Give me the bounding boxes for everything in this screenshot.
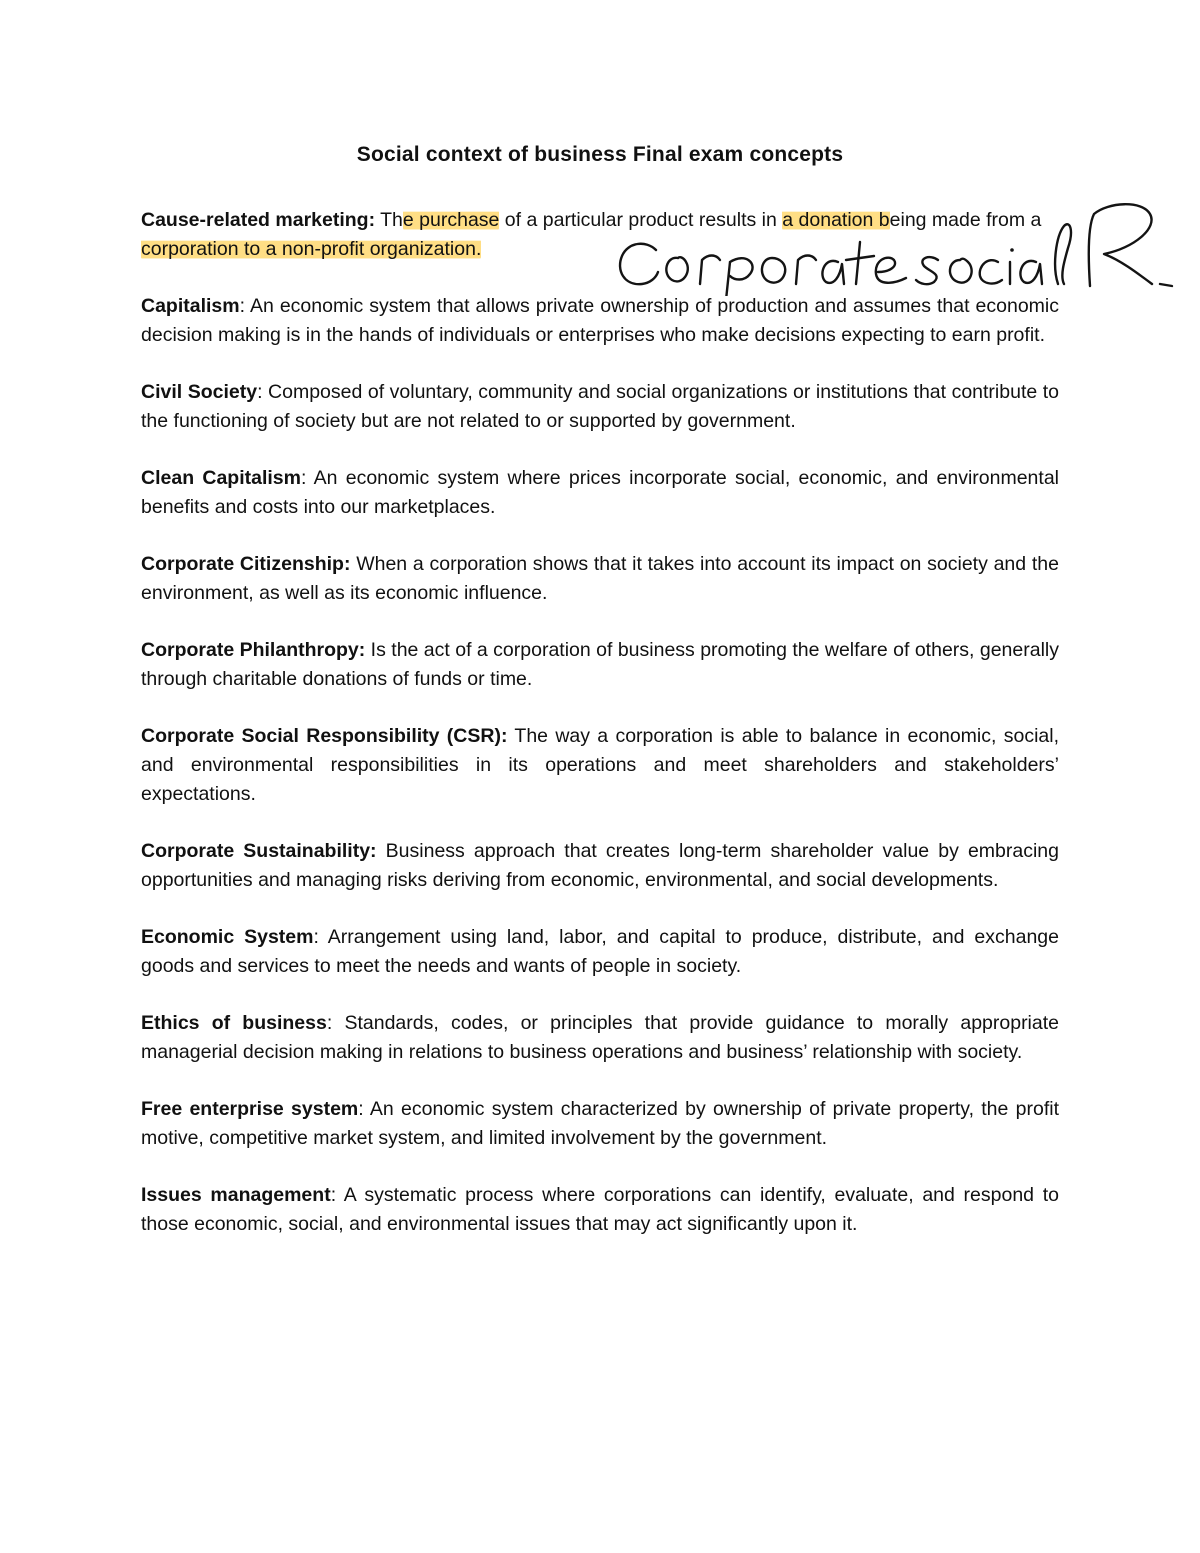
definition-text: Composed of voluntary, community and social organizations or institutions that contribute to the functioning of society but are not related to or supported by government. [141, 381, 1059, 432]
definition-text: When a corporation shows that it takes into account its impact on society and the environment, as well as its economic influence. [141, 553, 1059, 604]
definition-separator: : [358, 1098, 364, 1120]
definition-separator: : [326, 1012, 333, 1034]
definition-term: Cause-related marketing: [141, 209, 376, 231]
definition-corporate-social-responsibility [141, 722, 1059, 809]
definition-text: An economic system characterized by ownership of private property, the profit motive, competitive market system, and limited involvement by the government. [141, 1098, 1059, 1149]
definition-text: An economic system that allows private ownership of production and assumes that economic decision making is in the hands of individuals or enterprises who make decisions expecting to earn profit. [141, 295, 1059, 346]
definition-term: Corporate Social Responsibility (CSR): [141, 725, 508, 747]
definition-term: Ethics of business [141, 1012, 327, 1034]
definition-separator: : [257, 381, 263, 403]
definition-text: of a particular product results in [499, 209, 783, 231]
definition-corporate-philanthropy [141, 636, 1059, 694]
document-title: Social context of business Final exam concepts [356, 143, 844, 166]
definition-text: Arrangement using land, labor, and capital to produce, distribute, and exchange goods and services to meet the needs and wants of people in society. [141, 926, 1059, 977]
definition-term: Clean Capitalism [141, 467, 301, 489]
definition-text: Is the act of a corporation of business promoting the welfare of others, generally through charitable donations of funds or time. [141, 639, 1059, 690]
highlighted-text: a donation b [782, 209, 890, 231]
definition-text: Standards, codes, or principles that provide guidance to morally appropriate managerial decision making in relations to business operations and business’ relationship with society. [141, 1012, 1059, 1063]
ink-stroke [1160, 284, 1172, 286]
definition-term: Civil Society [141, 381, 258, 403]
definition-corporate-sustainability [141, 837, 1059, 895]
definition-text: An economic system where prices incorporate social, economic, and environmental benefits and costs into our marketplaces. [141, 467, 1060, 518]
definition-corporate-citizenship [141, 550, 1059, 608]
highlighted-text: corporation to a non-profit organization. [141, 238, 482, 260]
definition-term: Free enterprise system [141, 1098, 359, 1120]
ink-stroke [1089, 204, 1152, 286]
definition-clean-capitalism [141, 464, 1059, 522]
definitions-list [141, 206, 1059, 1267]
definition-term: Economic System [141, 926, 314, 948]
definition-text: Business approach that creates long-term shareholder value by embracing opportunities and managing risks deriving from economic, environmental, and social developments. [141, 840, 1059, 891]
definition-capitalism [141, 292, 1059, 350]
definition-term: Corporate Philanthropy: [141, 639, 366, 661]
definition-text: Th [375, 209, 403, 231]
definition-term: Issues management [141, 1184, 331, 1206]
definition-cause-related-marketing [141, 206, 1059, 264]
definition-text: eing made from a [889, 209, 1042, 231]
highlighted-text: e purchase [402, 209, 500, 231]
definition-free-enterprise-system [141, 1095, 1059, 1153]
definition-separator: : [239, 295, 246, 317]
definition-separator: : [313, 926, 319, 948]
definition-term: Corporate Sustainability: [141, 840, 377, 862]
definition-text: The way a corporation is able to balance in economic, social, and environmental responsibilities in its operations and meet shareholders and stakeholders’ expectations. [141, 725, 1059, 805]
definition-text: A systematic process where corporations can identify, evaluate, and respond to those economic, social, and environmental issues that may act significantly upon it. [141, 1184, 1059, 1235]
definition-separator: : [301, 467, 307, 489]
definition-civil-society [141, 378, 1059, 436]
definition-ethics-of-business [141, 1009, 1059, 1067]
definition-economic-system [141, 923, 1059, 981]
definition-separator: : [330, 1184, 337, 1206]
definition-term: Capitalism [141, 295, 240, 317]
definition-issues-management [141, 1181, 1059, 1239]
definition-term: Corporate Citizenship: [141, 553, 351, 575]
